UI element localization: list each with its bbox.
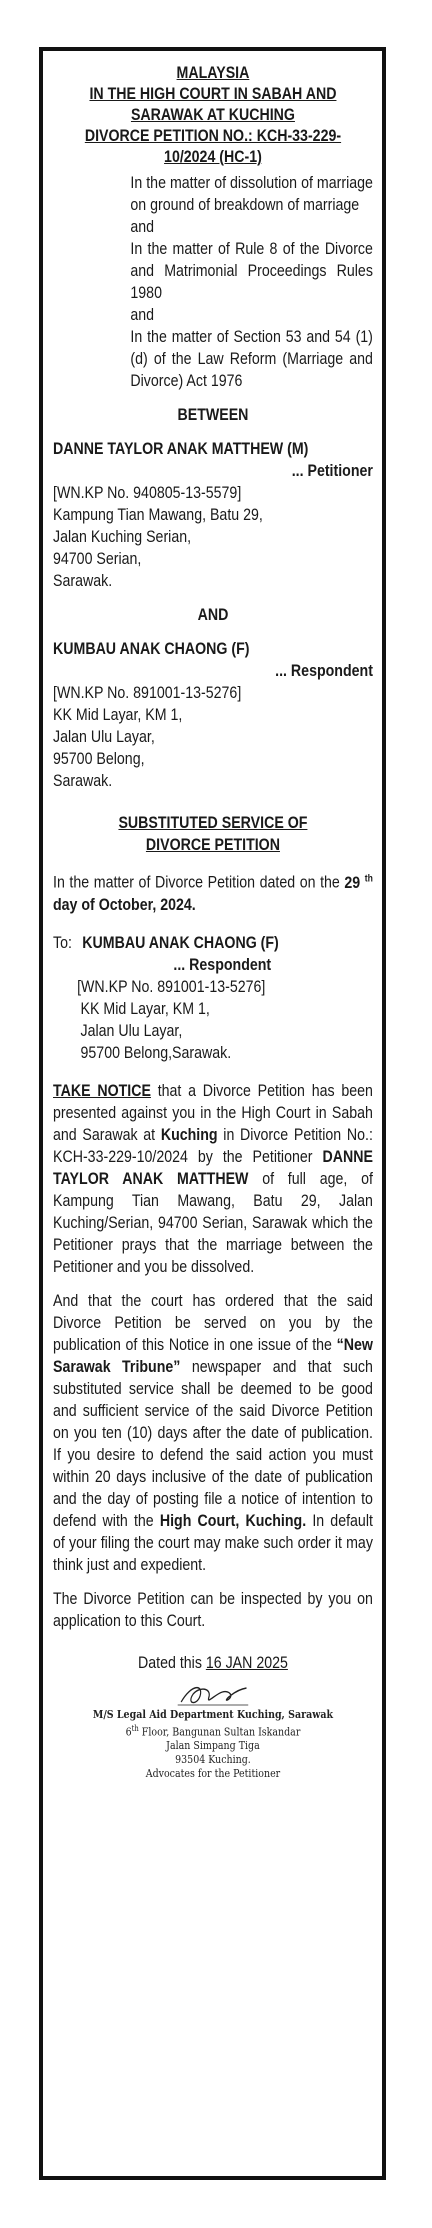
respondent-role: ... Respondent <box>275 662 373 680</box>
notice-body <box>53 63 373 1781</box>
substituted-title-2: DIVORCE PETITION <box>145 836 280 854</box>
petitioner-addr-1: Kampung Tian Mawang, Batu 29, <box>53 506 263 524</box>
matter-1: In the matter of dissolution of marriage on ground of breakdown of marriage <box>130 174 373 214</box>
signature-image <box>174 1680 251 1708</box>
to-addr-3: 95700 Belong,Sarawak. <box>80 1043 232 1062</box>
header-line-3: SARAWAK AT KUCHING <box>130 106 295 124</box>
to-name: KUMBAU ANAK CHAONG (F) <box>82 933 279 952</box>
newspaper-name: “New Sarawak Tribune” <box>53 1335 373 1376</box>
dated-line <box>53 1652 373 1674</box>
high-court-bold: High Court, Kuching. <box>159 1511 307 1530</box>
firm-name: M/S Legal Aid Department Kuching, Sarawak <box>92 1707 334 1721</box>
respondent-name: KUMBAU ANAK CHAONG (F) <box>53 640 250 658</box>
signature-block <box>53 1680 373 1708</box>
to-ic: [WN.KP No. 891001-13-5276] <box>77 977 266 996</box>
petition-date-day: 29 <box>344 873 361 892</box>
petitioner-block <box>53 438 373 592</box>
between-heading: BETWEEN <box>177 406 249 424</box>
inspection-paragraph: The Divorce Petition can be inspected by you on application to this Court. <box>53 1589 373 1630</box>
firm-role: Advocates for the Petitioner <box>145 1767 281 1781</box>
respondent-block <box>53 638 373 792</box>
dated-prefix: Dated this <box>138 1653 206 1672</box>
substituted-title-1: SUBSTITUTED SERVICE OF <box>118 814 308 832</box>
to-addr-1: KK Mid Layar, KM 1, <box>80 999 210 1018</box>
to-block <box>53 932 373 1064</box>
header-line-2: IN THE HIGH COURT IN SABAH AND <box>89 85 337 103</box>
petitioner-ic: [WN.KP No. 940805-13-5579] <box>53 484 242 502</box>
to-addr-2: Jalan Ulu Layar, <box>80 1021 183 1040</box>
petition-date-intro: In the matter of Divorce Petition dated on the <box>53 873 345 892</box>
to-label: To: <box>53 933 72 952</box>
petition-date-rest: day of October, 2024. <box>53 895 196 914</box>
and-heading: AND <box>197 606 229 624</box>
matter-and-2: and <box>130 306 155 324</box>
petitioner-addr-3: 94700 Serian, <box>53 550 142 568</box>
matter-and-1: and <box>130 218 155 236</box>
respondent-addr-2: Jalan Ulu Layar, <box>53 728 155 746</box>
petitioner-name-bold: DANNE TAYLOR ANAK MATTHEW <box>53 1147 373 1188</box>
firm-street: Jalan Simpang Tiga <box>166 1739 260 1753</box>
petitioner-addr-4: Sarawak. <box>53 572 113 590</box>
respondent-addr-3: 95700 Belong, <box>53 750 145 768</box>
header-line-4: DIVORCE PETITION NO.: KCH-33-229- <box>84 127 342 145</box>
court-header <box>53 63 373 168</box>
kuching-bold: Kuching <box>160 1125 218 1144</box>
matter-2: In the matter of Rule 8 of the Divorce and Matrimonial Proceedings Rules 1980 <box>130 240 373 302</box>
respondent-addr-1: KK Mid Layar, KM 1, <box>53 706 183 724</box>
take-notice-text-1: that a Divorce Petition has been presented against you in the High Court in Sabah and Sarawak at <box>53 1081 373 1144</box>
notice-frame <box>39 47 386 2180</box>
substituted-title <box>53 812 373 856</box>
take-notice-text-3: of full age, of Kampung Tian Mawang, Batu 29, Jalan Kuching/Serian, 94700 Serian, Sarawak which the Petitioner prays that the marriage between the Petitioner and you be dissolved. <box>53 1169 373 1276</box>
firm-floor: 6th Floor, Bangunan Sultan Iskandar <box>125 1723 301 1739</box>
dated-date: 16 JAN 2025 <box>205 1653 288 1672</box>
petitioner-role: ... Petitioner <box>291 462 373 480</box>
court-order-paragraph <box>53 1290 373 1576</box>
take-notice-text-2: in Divorce Petition No.: KCH-33-229-10/2024 by the Petitioner <box>53 1125 373 1166</box>
to-role: ... Respondent <box>173 955 272 974</box>
petition-date-sup: th <box>364 873 373 884</box>
firm-block <box>53 1708 373 1782</box>
petitioner-addr-2: Jalan Kuching Serian, <box>53 528 192 546</box>
take-notice-paragraph <box>53 1080 373 1278</box>
petition-date-paragraph <box>53 868 373 916</box>
header-line-5: 10/2024 (HC-1) <box>164 148 262 166</box>
header-line-1: MALAYSIA <box>176 64 250 82</box>
petitioner-name: DANNE TAYLOR ANAK MATTHEW (M) <box>53 440 309 458</box>
matter-3: In the matter of Section 53 and 54 (1) (d) of the Law Reform (Marriage and Divorce) Act 1976 <box>130 328 373 390</box>
court-order-text-3: In default of your filing the court may make such order it may think just and expedient. <box>53 1511 373 1574</box>
court-order-text-1: And that the court has ordered that the said Divorce Petition be served on you by the publication of this Notice in one issue of the <box>53 1291 373 1354</box>
matters-block <box>130 172 373 392</box>
respondent-ic: [WN.KP No. 891001-13-5276] <box>53 684 242 702</box>
court-order-text-2: newspaper and that such substituted service shall be deemed to be good and sufficient service of the said Divorce Petition on you ten (10) days after the date of publication. If you desire to defend the said action you must within 20 days inclusive of the date of publication and the day of posting file a notice of intention to defend with the <box>53 1357 373 1530</box>
respondent-addr-4: Sarawak. <box>53 772 113 790</box>
take-notice-label: TAKE NOTICE <box>53 1081 151 1100</box>
firm-city: 93504 Kuching. <box>175 1753 251 1767</box>
